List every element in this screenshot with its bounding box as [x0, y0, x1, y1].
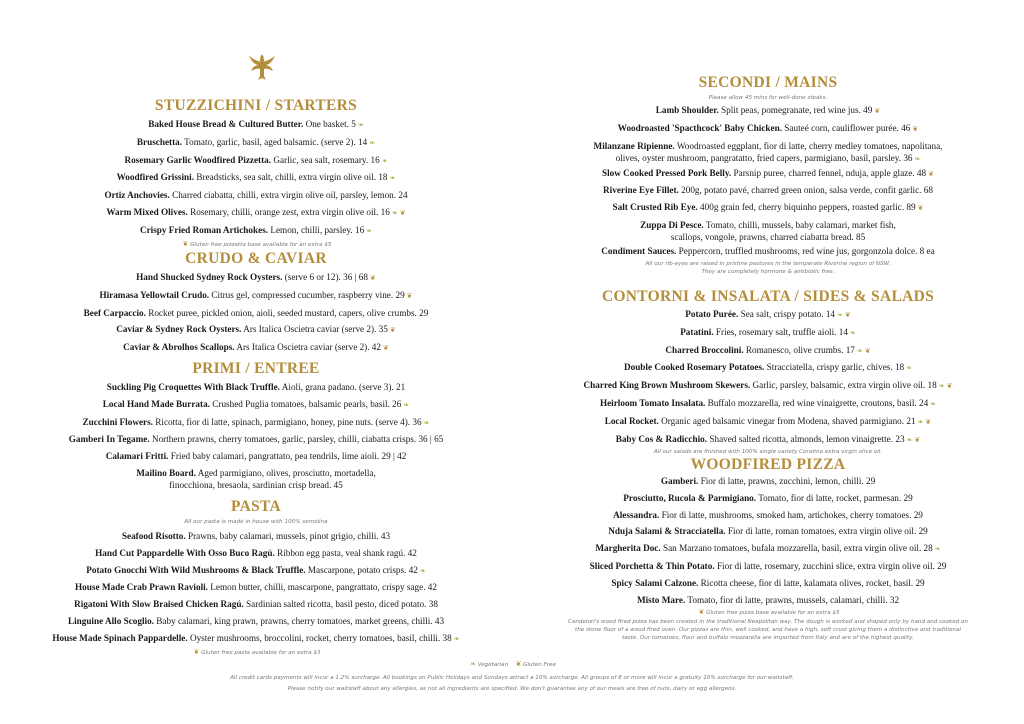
menu-item: Patatini. Fries, rosemary salt, truffle aioli. 14 ❧ [680, 326, 856, 337]
vegetarian-icon: ❧ [934, 545, 941, 554]
crudo-list [0, 269, 512, 357]
section-title-primi: PRIMI / ENTREE [192, 360, 320, 377]
vegetarian-icon: ❧ [849, 328, 856, 337]
menu-item: Alessandra. Fior di latte, mushrooms, smoked ham, artichokes, cherry tomatoes. 29 [613, 509, 923, 520]
menu-item: Zucchini Flowers. Ricotta, fior di latte, spinach, parmigiano, honey, pine nuts. (serve 4). 36 ❧ [82, 416, 430, 427]
menu-item: Local Hand Made Burrata. Crushed Puglia tomatoes, balsamic pearls, basil. 26 ❧ [102, 398, 410, 409]
gluten-free-icon: ❦ [946, 382, 953, 391]
menu-item: Bruschetta. Tomato, garlic, basil, aged balsamic. (serve 2). 14 ❧ [136, 136, 376, 147]
menu-item: Calamari Fritti. Fried baby calamari, pangrattato, pea tendrils, lime aioli. 29 | 42 [105, 451, 407, 462]
vegetarian-icon: ❧ [856, 346, 863, 355]
menu-item: Milanzane Ripienne. Woodroasted eggplant, fior di latte, cherry medley tomatoes, napolitana, olives, oyster mushroom, pangratatto, fried capers, parmigiano, basil, parsley. 36 ❧ [593, 140, 943, 163]
menu-item: Slow Cooked Pressed Pork Belly. Parsnip puree, charred fennel, nduja, apple glaze. 48 ❦ [601, 167, 934, 178]
vegetarian-icon: ❧ [381, 156, 388, 165]
gluten-free-icon: ❦ [698, 608, 705, 617]
menu-item: Nduja Salami & Stracciatella. Fior di latte, roman tomatoes, extra virgin olive oil. 29 [608, 526, 928, 537]
vegetarian-icon: ❧ [419, 566, 426, 575]
menu-item: Woodroasted 'Spacthcock' Baby Chicken. Sauteé corn, cauliflower purée. 46 ❦ [617, 122, 919, 133]
menu-item: Suckling Pig Croquettes With Black Truffle. Aioli, grana padano. (serve 3). 21 [106, 382, 406, 392]
menu-item: Hand Cut Pappardelle With Osso Buco Ragú. Ribbon egg pasta, veal shank ragú. 42 [95, 547, 417, 558]
menu-item: Charred Broccolini. Romanesco, olive crumbs. 17 ❧ ❦ [665, 344, 871, 355]
contorni-list [512, 306, 1024, 456]
menu-item: Lamb Shoulder. Split peas, pomegranate, red wine jus. 49 ❦ [655, 105, 881, 115]
menu-item: Local Rocket. Organic aged balsamic vinegar from Modena, shaved parmigiano. 21 ❧ ❦ [604, 415, 932, 426]
menu-item: Potato Purée. Sea salt, crispy potato. 14 ❧ ❦ [685, 309, 851, 319]
vegetarian-icon: ❧ [423, 418, 430, 427]
secondi-intro: Please allow 45 mins for well-done steaks. [708, 95, 828, 101]
menu-item: Ortiz Anchovies. Charred ciabatta, chilli, extra virgin olive oil, parsley, lemon. 24 [104, 190, 408, 201]
vegetarian-icon: ❧ [453, 634, 460, 643]
vegetarian-icon: ❧ [914, 154, 921, 163]
menu-item: Hand Shucked Sydney Rock Oysters. (serve 6 or 12). 36 | 68 ❦ [136, 272, 376, 282]
menu-item: Riverine Eye Fillet. 200g, potato pavé, charred green onion, salsa verde, confit garlic. 68 [603, 185, 933, 196]
menu-item: Margherita Doc. San Marzano tomatoes, bufala mozzarella, basil, extra virgin olive oil. 28 ❧ [595, 543, 941, 554]
gluten-free-icon: ❦ [515, 660, 522, 668]
menu-item: Caviar & Abrolhos Scallops. Ars Italica Oscietra caviar (serve 2). 42 ❦ [123, 342, 389, 353]
gluten-free-icon: ❦ [912, 124, 919, 133]
gluten-free-icon: ❦ [383, 344, 389, 353]
pizza-list [512, 473, 1024, 642]
pasta-note: ❦ Gluten free pasta available for an extra $3 [193, 647, 321, 656]
gluten-free-icon: ❦ [917, 204, 924, 213]
pizza-note: ❦ Gluten free pizza base available for an extra $5 [698, 608, 840, 617]
footer [0, 660, 1024, 693]
menu-item: House Made Spinach Pappardelle. Oyster mushrooms, broccolini, rocket, cherry tomatoes, basil, chilli. 38 ❧ [52, 632, 460, 643]
vegetarian-icon: ❧ [366, 226, 373, 235]
gluten-free-icon: ❦ [369, 274, 376, 282]
footer-surcharge: All credit cards payments will incur a 1.2% surcharge. All bookings on Public Holidays and Sundays attract a 10% surcharge. All groups of 8 or more will incur a gratuity 10% surcharge for our waitstaff. [230, 675, 794, 681]
section-title-contorni: CONTORNI & INSALATA / SIDES & SALADS [601, 288, 935, 305]
menu-item: Woodfired Grissini. Breadsticks, sea salt, chilli, extra virgin olive oil. 18 ❧ [116, 172, 396, 183]
pasta-list [0, 518, 512, 657]
menu-item: Rosemary Garlic Woodfired Pizzetta. Garlic, sea salt, rosemary. 16 ❧ [124, 154, 388, 165]
secondi-list [512, 94, 1024, 276]
menu-item: Double Cooked Rosemary Potatoes. Stracciatella, crispy garlic, chives. 18 ❧ [623, 362, 913, 373]
secondi-note: They are completely hormone & antibiotic free. [701, 268, 835, 275]
menu-item: Sliced Porchetta & Thin Potato. Fior di latte, rosemary, zucchini slice, extra virgin olive oil. 29 [589, 560, 947, 571]
vegetarian-icon: ❧ [389, 174, 396, 183]
menu-item: Spicy Salami Calzone. Ricotta cheese, fior di latte, kalamata olives, rocket, basil. 29 [611, 577, 925, 588]
gluten-free-icon: ❦ [914, 435, 921, 444]
menu-item: Hiramasa Yellowtail Crudo. Citrus gel, compressed cucumber, raspberry vine. 29 ❦ [99, 289, 413, 300]
menu-item: Heirloom Tomato Insalata. Buffalo mozzarella, red wine vinaigrette, croutons, basil. 24 ❧ [599, 397, 937, 408]
gluten-free-icon: ❦ [925, 417, 932, 426]
menu-item: Misto Mare. Tomato, fior di latte, prawns, mussels, calamari, chilli. 32 [636, 594, 900, 605]
starters-list [0, 116, 512, 249]
primi-list [0, 379, 512, 491]
gluten-free-icon: ❦ [928, 169, 934, 178]
menu-item: Warm Mixed Olives. Rosemary, chilli, orange zest, extra virgin olive oil. 16 ❧ ❦ [106, 206, 406, 217]
section-title-secondi: SECONDI / MAINS [698, 74, 838, 91]
section-title-starters: STUZZICHINI / STARTERS [154, 97, 358, 114]
starters-note: ❦ Gluten free pizzetta base available for an extra $5 [182, 239, 332, 248]
menu-item: Charred King Brown Mushroom Skewers. Garlic, parsley, balsamic, extra virgin olive oil. 18 ❧ ❦ [583, 380, 953, 391]
menu-item: Crispy Fried Roman Artichokes. Lemon, chilli, parsley. 16 ❧ [139, 224, 373, 235]
vegetarian-icon: ❧ [917, 417, 924, 426]
menu-item: House Made Crab Prawn Ravioli. Lemon butter, chilli, mascarpone, pangrattato, crispy sage. 42 [75, 582, 437, 593]
vegetarian-icon: ❧ [470, 660, 476, 668]
gluten-free-icon: ❦ [406, 291, 413, 300]
secondi-note: All our rib-eyes are raised in pristine pastures in the temperate Riverine region of NSW. [645, 260, 891, 267]
menu-item: Gamberi In Tegame. Northern prawns, cherry tomatoes, garlic, parsley, chilli, ciabatta crisps. 36 | 65 [68, 434, 444, 445]
pasta-intro: All our pasta is made in house with 100% semolina [184, 519, 328, 525]
section-title-pizza: WOODFIRED PIZZA [690, 456, 846, 473]
vegetarian-icon: ❧ [369, 138, 376, 147]
menu-item: Rigatoni With Slow Braised Chicken Ragú. Sardinian salted ricotta, basil pesto, diced potato. 38 [74, 599, 438, 610]
pizza-about: Candelori's wood fired pizza has been created in the traditional Neapolitan way. The dough is worked and shaped only by hand and cooked on the stone floor of a wood fired oven. Our pizzas are thin, well cooked, and have a high, soft crust giving them a distinctive and traditional taste. Our tomatoes, flour and buffalo mozzarella are imported from Italy and are of the highest quality. [568, 619, 968, 642]
footer-allergies: Please notify our waitstaff about any allergies, as not all ingredients are specified. We don't guarantee any of our meals are free of nuts, dairy or egg allergens. [287, 686, 737, 692]
legend: ❧ Vegetarian ❦ Gluten Free [470, 660, 556, 668]
gluten-free-icon: ❦ [864, 346, 871, 355]
menu-item: Potato Gnocchi With Wild Mushrooms & Black Truffle. Mascarpone, potato crisps. 42 ❧ [86, 564, 426, 575]
vegetarian-icon: ❧ [357, 121, 364, 129]
gluten-free-icon: ❦ [389, 326, 396, 335]
gluten-free-icon: ❦ [182, 239, 189, 248]
menu-item: Gamberi. Fior di latte, prawns, zucchini, lemon, chilli. 29 [660, 476, 876, 486]
gluten-free-icon: ❦ [844, 311, 851, 319]
menu-item: Seafood Risotto. Prawns, baby calamari, mussels, pinot grigio, chilli. 43 [121, 531, 391, 541]
vegetarian-icon: ❧ [930, 399, 937, 408]
menu-item: Linguine Allo Scoglio. Baby calamari, king prawn, prawns, cherry tomatoes, market greens, chilli. 43 [67, 615, 445, 626]
menu-item: Prosciutto, Rucola & Parmigiano. Tomato, fior di latte, rocket, parmesan. 29 [623, 492, 913, 503]
vegetarian-icon: ❧ [906, 435, 913, 444]
menu-item: Baked House Bread & Cultured Butter. One basket. 5 ❧ [148, 119, 364, 129]
menu-item: Salt Crusted Rib Eye. 400g grain fed, cherry biquinho peppers, roasted garlic. 89 ❦ [612, 202, 924, 213]
menu-item: Beef Carpaccio. Rocket puree, pickled onion, aioli, seeded mustard, capers, olive crumbs. 29 [83, 307, 429, 318]
vegetarian-icon: ❧ [906, 364, 913, 373]
vegetarian-icon: ❧ [837, 311, 843, 319]
menu-item: Zuppa Di Pesce. Tomato, chilli, mussels, baby calamari, market fish, scallops, vongole, prawns, charred ciabatta bread. 85 [640, 219, 896, 242]
section-title-crudo: CRUDO & CAVIAR [185, 250, 327, 267]
menu-item: Mailino Board. Aged parmigiano, olives, prosciutto, mortadella, finocchiona, bresaola, sardinian crisp bread. 45 [136, 467, 376, 490]
contorni-note: All our salads are finished with 100% single variety Coratina extra virgin olive oil. [653, 449, 883, 456]
menu-item: Condiment Sauces. Peppercorn, truffled mushrooms, red wine jus, gorgonzola dolce. 8 ea [601, 245, 935, 256]
gluten-free-icon: ❦ [193, 647, 200, 656]
vegetarian-icon: ❧ [938, 382, 945, 391]
gluten-free-icon: ❦ [399, 208, 406, 217]
vegetarian-icon: ❧ [403, 400, 410, 409]
section-title-pasta: PASTA [230, 498, 281, 515]
menu-item: Baby Cos & Radicchio. Shaved salted ricotta, almonds, lemon vinaigrette. 23 ❧ ❦ [615, 433, 921, 444]
vegetarian-icon: ❧ [391, 208, 398, 217]
menu-item: Caviar & Sydney Rock Oysters. Ars Italica Oscietra caviar (serve 2). 35 ❦ [116, 324, 396, 335]
gluten-free-icon: ❦ [874, 107, 881, 115]
crest-logo-icon [248, 52, 276, 82]
